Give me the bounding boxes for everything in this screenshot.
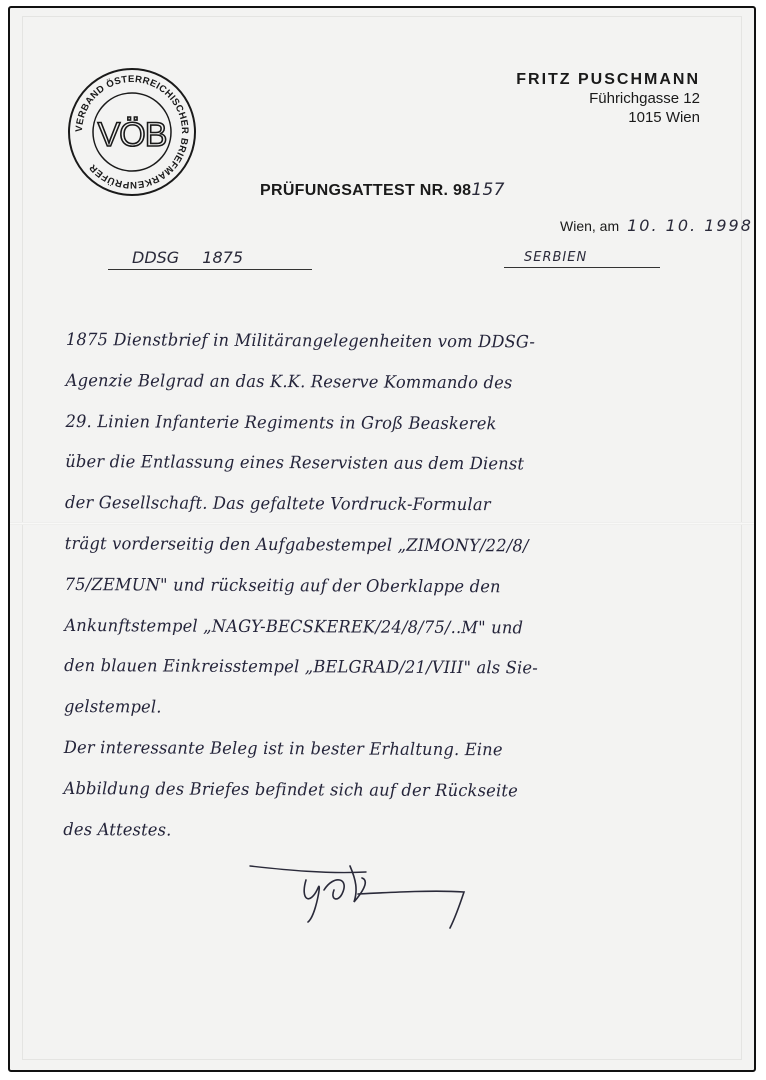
handwritten-line: Abbildung des Briefes befindet sich auf der Rückseite xyxy=(63,778,518,802)
seal-ring-text: VERBAND ÖSTERREICHISCHER BRIEFMARKENPRÜFER xyxy=(73,73,191,191)
handwritten-line: trägt vorderseitig den Aufgabestempel „ZIMONY/22/8/ xyxy=(64,533,529,557)
date-value: 10. 10. 1998 xyxy=(627,216,753,235)
examiner-street: Führichgasse 12 xyxy=(589,90,700,107)
date-row xyxy=(560,216,753,236)
reference-right: SERBIEN xyxy=(504,250,660,268)
handwritten-description xyxy=(63,320,756,854)
examiner-name: FRITZ PUSCHMANN xyxy=(516,71,700,88)
handwritten-line: 75/ZEMUN" und rückseitig auf der Oberklappe den xyxy=(64,574,501,598)
seal-monogram: VÖB xyxy=(97,116,167,154)
certificate-title-text: PRÜFUNGSATTEST NR. 98 xyxy=(260,182,472,199)
signature xyxy=(246,860,470,932)
handwritten-line: über die Entlassung eines Reservisten aus dem Dienst xyxy=(65,452,525,475)
handwritten-line: Der interessante Beleg ist in bester Erhaltung. Eine xyxy=(63,737,503,761)
handwritten-line: 1875 Dienstbrief in Militärangelegenheiten vom DDSG- xyxy=(65,329,536,353)
letterhead xyxy=(516,70,700,127)
reference-left: DDSG 1875 xyxy=(108,248,312,270)
examiner-city: 1015 Wien xyxy=(628,109,700,126)
handwritten-line: des Attestes. xyxy=(63,819,172,841)
handwritten-line: Agenzie Belgrad an das K.K. Reserve Kommando des xyxy=(65,370,513,394)
vob-seal-logo xyxy=(66,66,198,198)
handwritten-line: gelstempel. xyxy=(63,697,162,718)
handwritten-line: den blauen Einkreisstempel „BELGRAD/21/VIII" als Sie- xyxy=(64,656,538,679)
handwritten-line: der Gesellschaft. Das gefaltete Vordruck-Formular xyxy=(64,493,491,516)
date-label: Wien, am xyxy=(560,218,620,234)
certificate-number: 157 xyxy=(471,180,505,200)
certificate-title xyxy=(260,180,505,200)
handwritten-line: 29. Linien Infanterie Regiments in Groß Beaskerek xyxy=(65,411,497,434)
certificate-sheet xyxy=(8,6,756,1072)
handwritten-line: Ankunftstempel „NAGY-BECSKEREK/24/8/75/..M" und xyxy=(64,615,524,638)
